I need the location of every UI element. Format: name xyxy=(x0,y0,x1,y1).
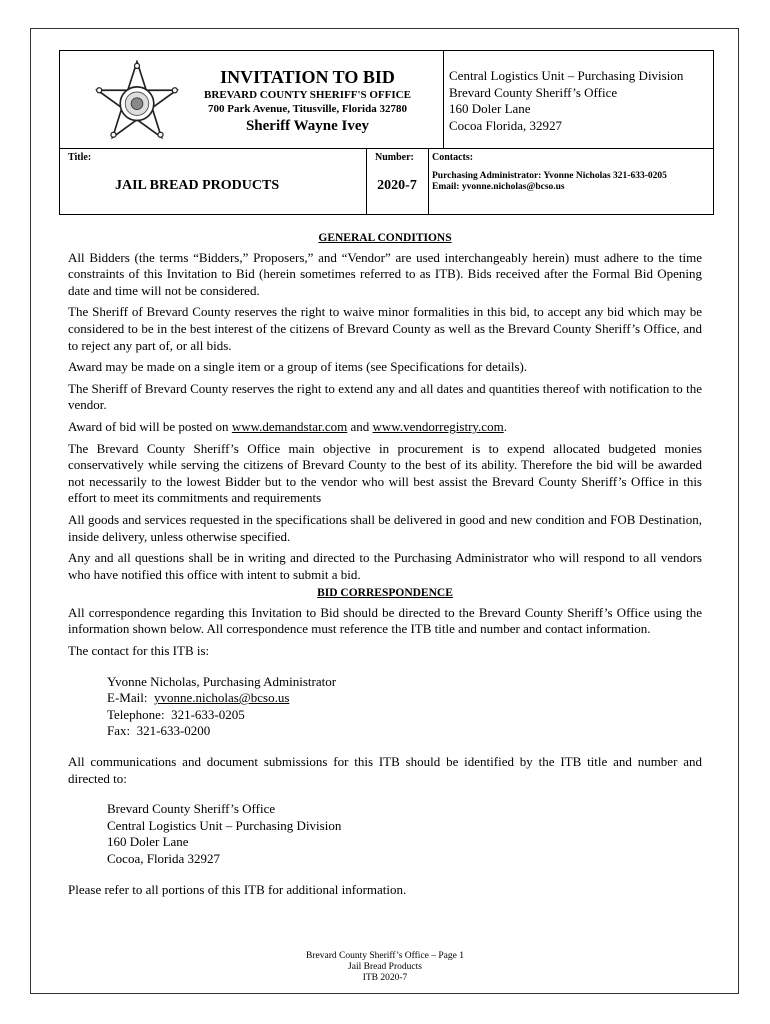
award-text: Award of bid will be posted on xyxy=(68,418,232,434)
address-line: Central Logistics Unit – Purchasing Division xyxy=(107,817,342,833)
paragraph: Award may be made on a single item or a group of items (see Specifications for details). xyxy=(68,359,528,375)
contact-name: Yvonne Nicholas, Purchasing Administrator xyxy=(107,673,337,689)
footer-line: ITB 2020-7 xyxy=(362,973,408,983)
office-name: BREVARD COUNTY SHERIFF'S OFFICE xyxy=(204,89,411,101)
page-footer xyxy=(0,951,770,984)
email-link[interactable]: yvonne.nicholas@bcso.us xyxy=(153,690,290,706)
info-divider xyxy=(428,148,429,214)
address-line: 160 Doler Lane xyxy=(107,834,189,850)
address-line: Cocoa, Florida 32927 xyxy=(107,851,221,866)
header-divider xyxy=(443,51,444,148)
contact-email-line xyxy=(107,690,702,707)
number-label: Number: xyxy=(375,152,414,163)
contact-line: Email: yvonne.nicholas@bcso.us xyxy=(432,182,565,192)
contact-block xyxy=(107,674,702,740)
bid-title: JAIL BREAD PRODUCTS xyxy=(115,178,280,193)
contact-line: Purchasing Administrator: Yvonne Nicholas 321-633-0205 xyxy=(432,171,667,181)
paragraph: The Sheriff of Brevard County reserves the right to waive minor formalities in this bid, to accept any bid which may be considered to be in the best interest of the citizens of Brevard County as well as the Brevard County Sheriff’s Office, and to reject any part of, or all bids. xyxy=(68,304,702,353)
document-body xyxy=(68,230,702,903)
contact-telephone: Telephone: 321-633-0205 xyxy=(107,706,245,722)
sheriff-star-badge-icon xyxy=(95,60,179,144)
office-address: 700 Park Avenue, Titusville, Florida 32780 xyxy=(208,103,407,115)
footer-line: Brevard County Sheriff’s Office – Page 1 xyxy=(306,951,464,961)
division-line: Central Logistics Unit – Purchasing Division xyxy=(449,68,684,83)
paragraph: All communications and document submissions for this ITB should be identified by the ITB title and number and directed to: xyxy=(68,754,702,786)
paragraph: All Bidders (the terms “Bidders,” Proposers,” and “Vendor” are used interchangeably herein) must adhere to the time constraints of this Invitation to Bid (herein sometimes referred to as ITB). Bids received after the Formal Bid Opening date and time will not be considered. xyxy=(68,249,702,298)
header-box xyxy=(59,50,714,215)
sheriff-name: Sheriff Wayne Ivey xyxy=(245,118,370,134)
section-heading-bid-correspondence: BID CORRESPONDENCE xyxy=(317,587,453,600)
paragraph: All goods and services requested in the specifications shall be delivered in good and new condition and FOB Destination, inside delivery, unless otherwise specified. xyxy=(68,511,702,544)
vendorregistry-link[interactable]: www.vendorregistry.com xyxy=(372,418,504,434)
demandstar-link[interactable]: www.demandstar.com xyxy=(231,418,348,434)
division-line: Brevard County Sheriff’s Office xyxy=(449,84,618,100)
division-line: 160 Doler Lane xyxy=(449,101,531,116)
mailing-address-block xyxy=(107,801,702,867)
paragraph: All correspondence regarding this Invitation to Bid should be directed to the Brevard County Sheriff’s Office using the information shown below. All correspondence must reference the ITB title and number and contact information. xyxy=(68,604,702,637)
award-text: . xyxy=(503,418,507,434)
section-heading-general-conditions: GENERAL CONDITIONS xyxy=(318,232,452,244)
paragraph: The contact for this ITB is: xyxy=(68,643,210,659)
paragraph: The Sheriff of Brevard County reserves the right to extend any and all dates and quantities thereof with notification to the vendor. xyxy=(68,380,702,413)
title-label: Title: xyxy=(68,152,92,163)
award-text: and xyxy=(347,418,373,434)
paragraph: The Brevard County Sheriff’s Office main objective in procurement is to expend allocated budgeted monies conservatively while serving the citizens of Brevard County to the best of its ability. Therefore the bid will be awarded not necessarily to the lowest Bidder but to the vendor who will best assist the Brevard County Sheriff’s Office in this effort to meet its commitments and requirements xyxy=(68,440,702,506)
paragraph: Please refer to all portions of this ITB for additional information. xyxy=(68,881,407,897)
footer-line: Jail Bread Products xyxy=(348,962,422,972)
header-divider xyxy=(60,148,713,149)
document-title: INVITATION TO BID xyxy=(220,67,395,87)
bid-number: 2020-7 xyxy=(377,178,417,193)
paragraph xyxy=(68,419,702,436)
division-line: Cocoa Florida, 32927 xyxy=(449,117,563,133)
paragraph: Any and all questions shall be in writing and directed to the Purchasing Administrator who will respond to all vendors who have notified this office with intent to submit a bid. xyxy=(68,550,702,582)
contact-fax: Fax: 321-633-0200 xyxy=(107,723,211,739)
address-line: Brevard County Sheriff’s Office xyxy=(107,801,276,817)
division-address-block xyxy=(449,68,683,134)
contacts-label: Contacts: xyxy=(432,152,474,163)
contacts-block xyxy=(432,171,667,193)
email-label: E-Mail: xyxy=(107,690,154,706)
